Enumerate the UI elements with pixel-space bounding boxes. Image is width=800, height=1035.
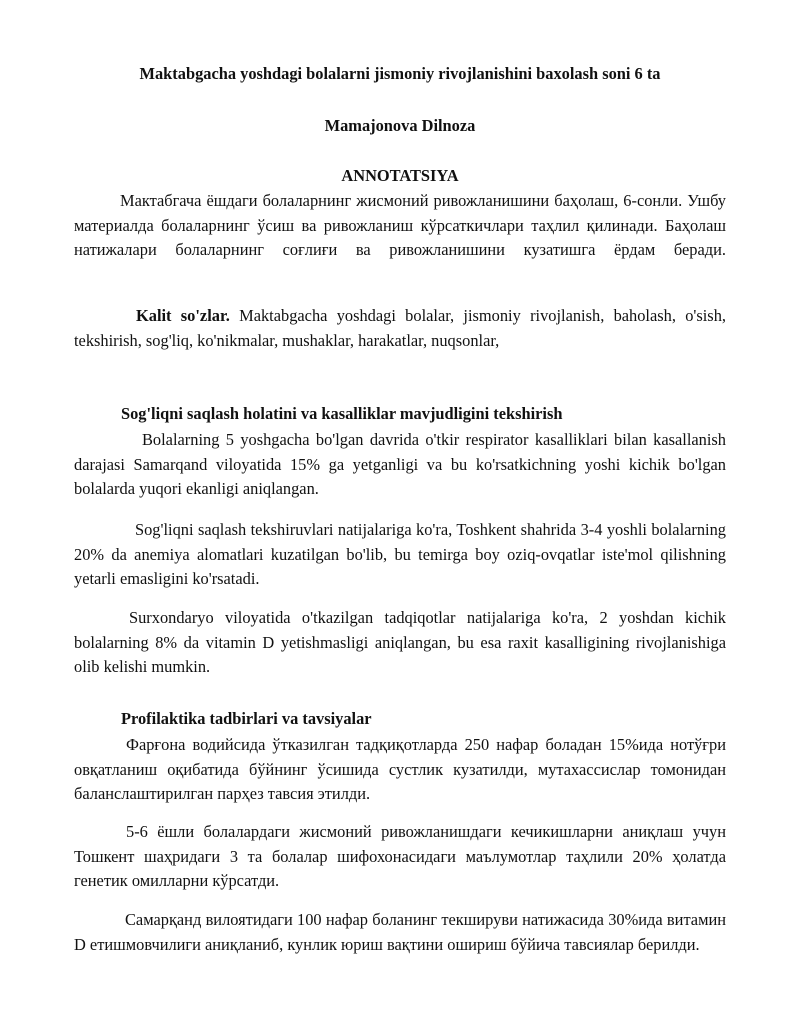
section2-paragraph-2: 5-6 ёшли болалардаги жисмоний ривожланишдаги кечикишларни аниқлаш учун Тошкент шаҳридаги 3 та болалар шифохонасидаги маълумотлар таҳлили 20% ҳолатда генетик омилларни кўрсатди. [74, 822, 726, 890]
section2-paragraph-1: Фарғона водийсида ўтказилган тадқиқотларда 250 нафар боладан 15%ида нотўғри овқатланиш оқибатида бўйнинг ўсишида сустлик кузатилди, мутахассислар томонидан баланслаштирилган парҳез тавсия этилди. [74, 735, 726, 803]
section2-paragraph-3: Самарқанд вилоятидаги 100 нафар боланинг текшируви натижасида 30%ида витамин D етишмовчилиги аниқланиб, кунлик юриш вақтини ошириш бўйича тавсиялар берилди. [74, 910, 726, 954]
author-name: Mamajonova Dilnoza [324, 116, 476, 135]
annotation-heading: ANNOTATSIYA [341, 166, 459, 185]
section-heading-health-check: Sog'liqni saqlash holatini va kasalliklar mavjudligini tekshirish [121, 404, 563, 423]
keywords-label: Kalit so'zlar. [136, 306, 230, 325]
section1-paragraph-3: Surxondaryo viloyatida o'tkazilgan tadqiqotlar natijalariga ko'ra, 2 yoshdan kichik bolalarning 8% da vitamin D yetishmasligi aniqlangan, bu esa raxit kasalligining rivojlanishiga olib kelishi mumkin. [74, 608, 726, 676]
annotation-paragraph: Мактабгача ёшдаги болаларнинг жисмоний ривожланишини баҳолаш, 6-сонли. Ушбу материалда болаларнинг ўсиш ва ривожланиш кўрсаткичлари таҳлил қилинади. Баҳолаш натижалари болаларнинг соғлиғи ва ривожланишини кузатишга ёрдам беради. [74, 191, 726, 259]
section1-paragraph-1: Bolalarning 5 yoshgacha bo'lgan davrida o'tkir respirator kasalliklari bilan kasallanish darajasi Samarqand viloyatida 15% ga yetganligi va bu ko'rsatkichning yoshi kichik bo'lgan bolalarda yuqori ekanligi aniqlangan. [74, 430, 726, 498]
keywords-text: Maktabgacha yoshdagi bolalar, jismoniy rivojlanish, baholash, o'sish, tekshirish, sog'liq, ko'nikmalar, mushaklar, harakatlar, nuqsonlar, [74, 306, 726, 350]
document-title: Maktabgacha yoshdagi bolalarni jismoniy rivojlanishini baxolash soni 6 ta [139, 64, 661, 83]
section1-paragraph-2: Sog'liqni saqlash tekshiruvlari natijalariga ko'ra, Toshkent shahrida 3-4 yoshli bolalarning 20% da anemiya alomatlari kuzatilgan bo'lib, bu temirga boy oziq-ovqatlar iste'mol qilishning yetarli emasligini ko'rsatadi. [74, 520, 726, 588]
keywords-paragraph [74, 304, 726, 353]
section-heading-prevention: Profilaktika tadbirlari va tavsiyalar [121, 709, 372, 728]
